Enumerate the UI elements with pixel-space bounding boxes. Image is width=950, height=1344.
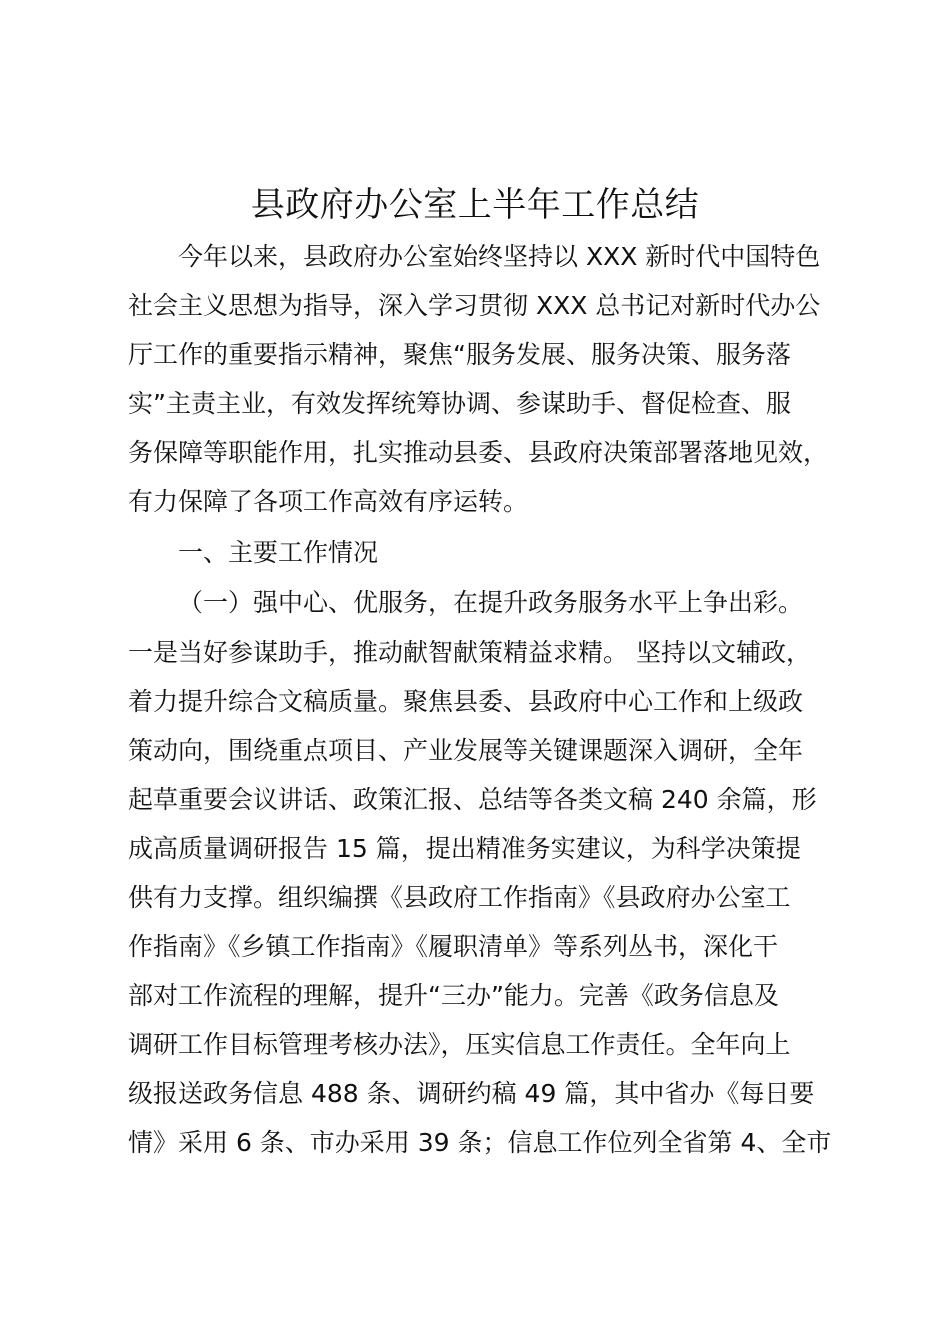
paragraph-line: 部对工作流程的理解，提升“三办”能力。完善《政务信息及 (128, 981, 779, 1010)
paragraph-line: 一是当好参谋助手，推动献智献策精益求精。 坚持以文辅政， (128, 638, 811, 667)
paragraph-line: 供有力支撑。组织编撰《县政府工作指南》《县政府办公室工 (128, 883, 791, 912)
paragraph-line: 社会主义思想为指导，深入学习贯彻 XXX 总书记对新时代办公 (128, 291, 821, 320)
paragraph-line: 策动向，围绕重点项目、产业发展等关键课题深入调研，全年 (128, 736, 804, 765)
paragraph-line: 调研工作目标管理考核办法》，压实信息工作责任。全年向上 (128, 1030, 791, 1059)
paragraph-line: 务保障等职能作用，扎实推动县委、县政府决策部署落地见效， (128, 438, 829, 467)
paragraph-line: 情》采用 6 条、市办采用 39 条；信息工作位列全省第 4、全市 (128, 1128, 832, 1157)
section-heading: 一、主要工作情况 (178, 538, 379, 567)
paragraph-line: 成高质量调研报告 15 篇，提出精准务实建议，为科学决策提 (128, 834, 801, 863)
paragraph-line: 厅工作的重要指示精神，聚焦“服务发展、服务决策、服务落 (128, 340, 791, 369)
subsection-heading: （一）强中心、优服务，在提升政务服务水平上争出彩。 (178, 588, 804, 617)
paragraph-line: 实”主责主业，有效发挥统筹协调、参谋助手、督促检查、服 (128, 389, 791, 418)
paragraph-line: 起草重要会议讲话、政策汇报、总结等各类文稿 240 余篇，形 (128, 785, 817, 814)
paragraph-line: 有力保障了各项工作高效有序运转。 (128, 487, 529, 516)
paragraph-line: 今年以来，县政府办公室始终坚持以 XXX 新时代中国特色 (178, 242, 821, 271)
paragraph-line: 级报送政务信息 488 条、调研约稿 49 篇，其中省办《每日要 (128, 1079, 815, 1108)
paragraph-line: 作指南》《乡镇工作指南》《履职清单》等系列丛书，深化干 (128, 932, 779, 961)
paragraph-line: 着力提升综合文稿质量。聚焦县委、县政府中心工作和上级政 (128, 687, 804, 716)
document-title: 县政府办公室上半年工作总结 (250, 185, 700, 225)
